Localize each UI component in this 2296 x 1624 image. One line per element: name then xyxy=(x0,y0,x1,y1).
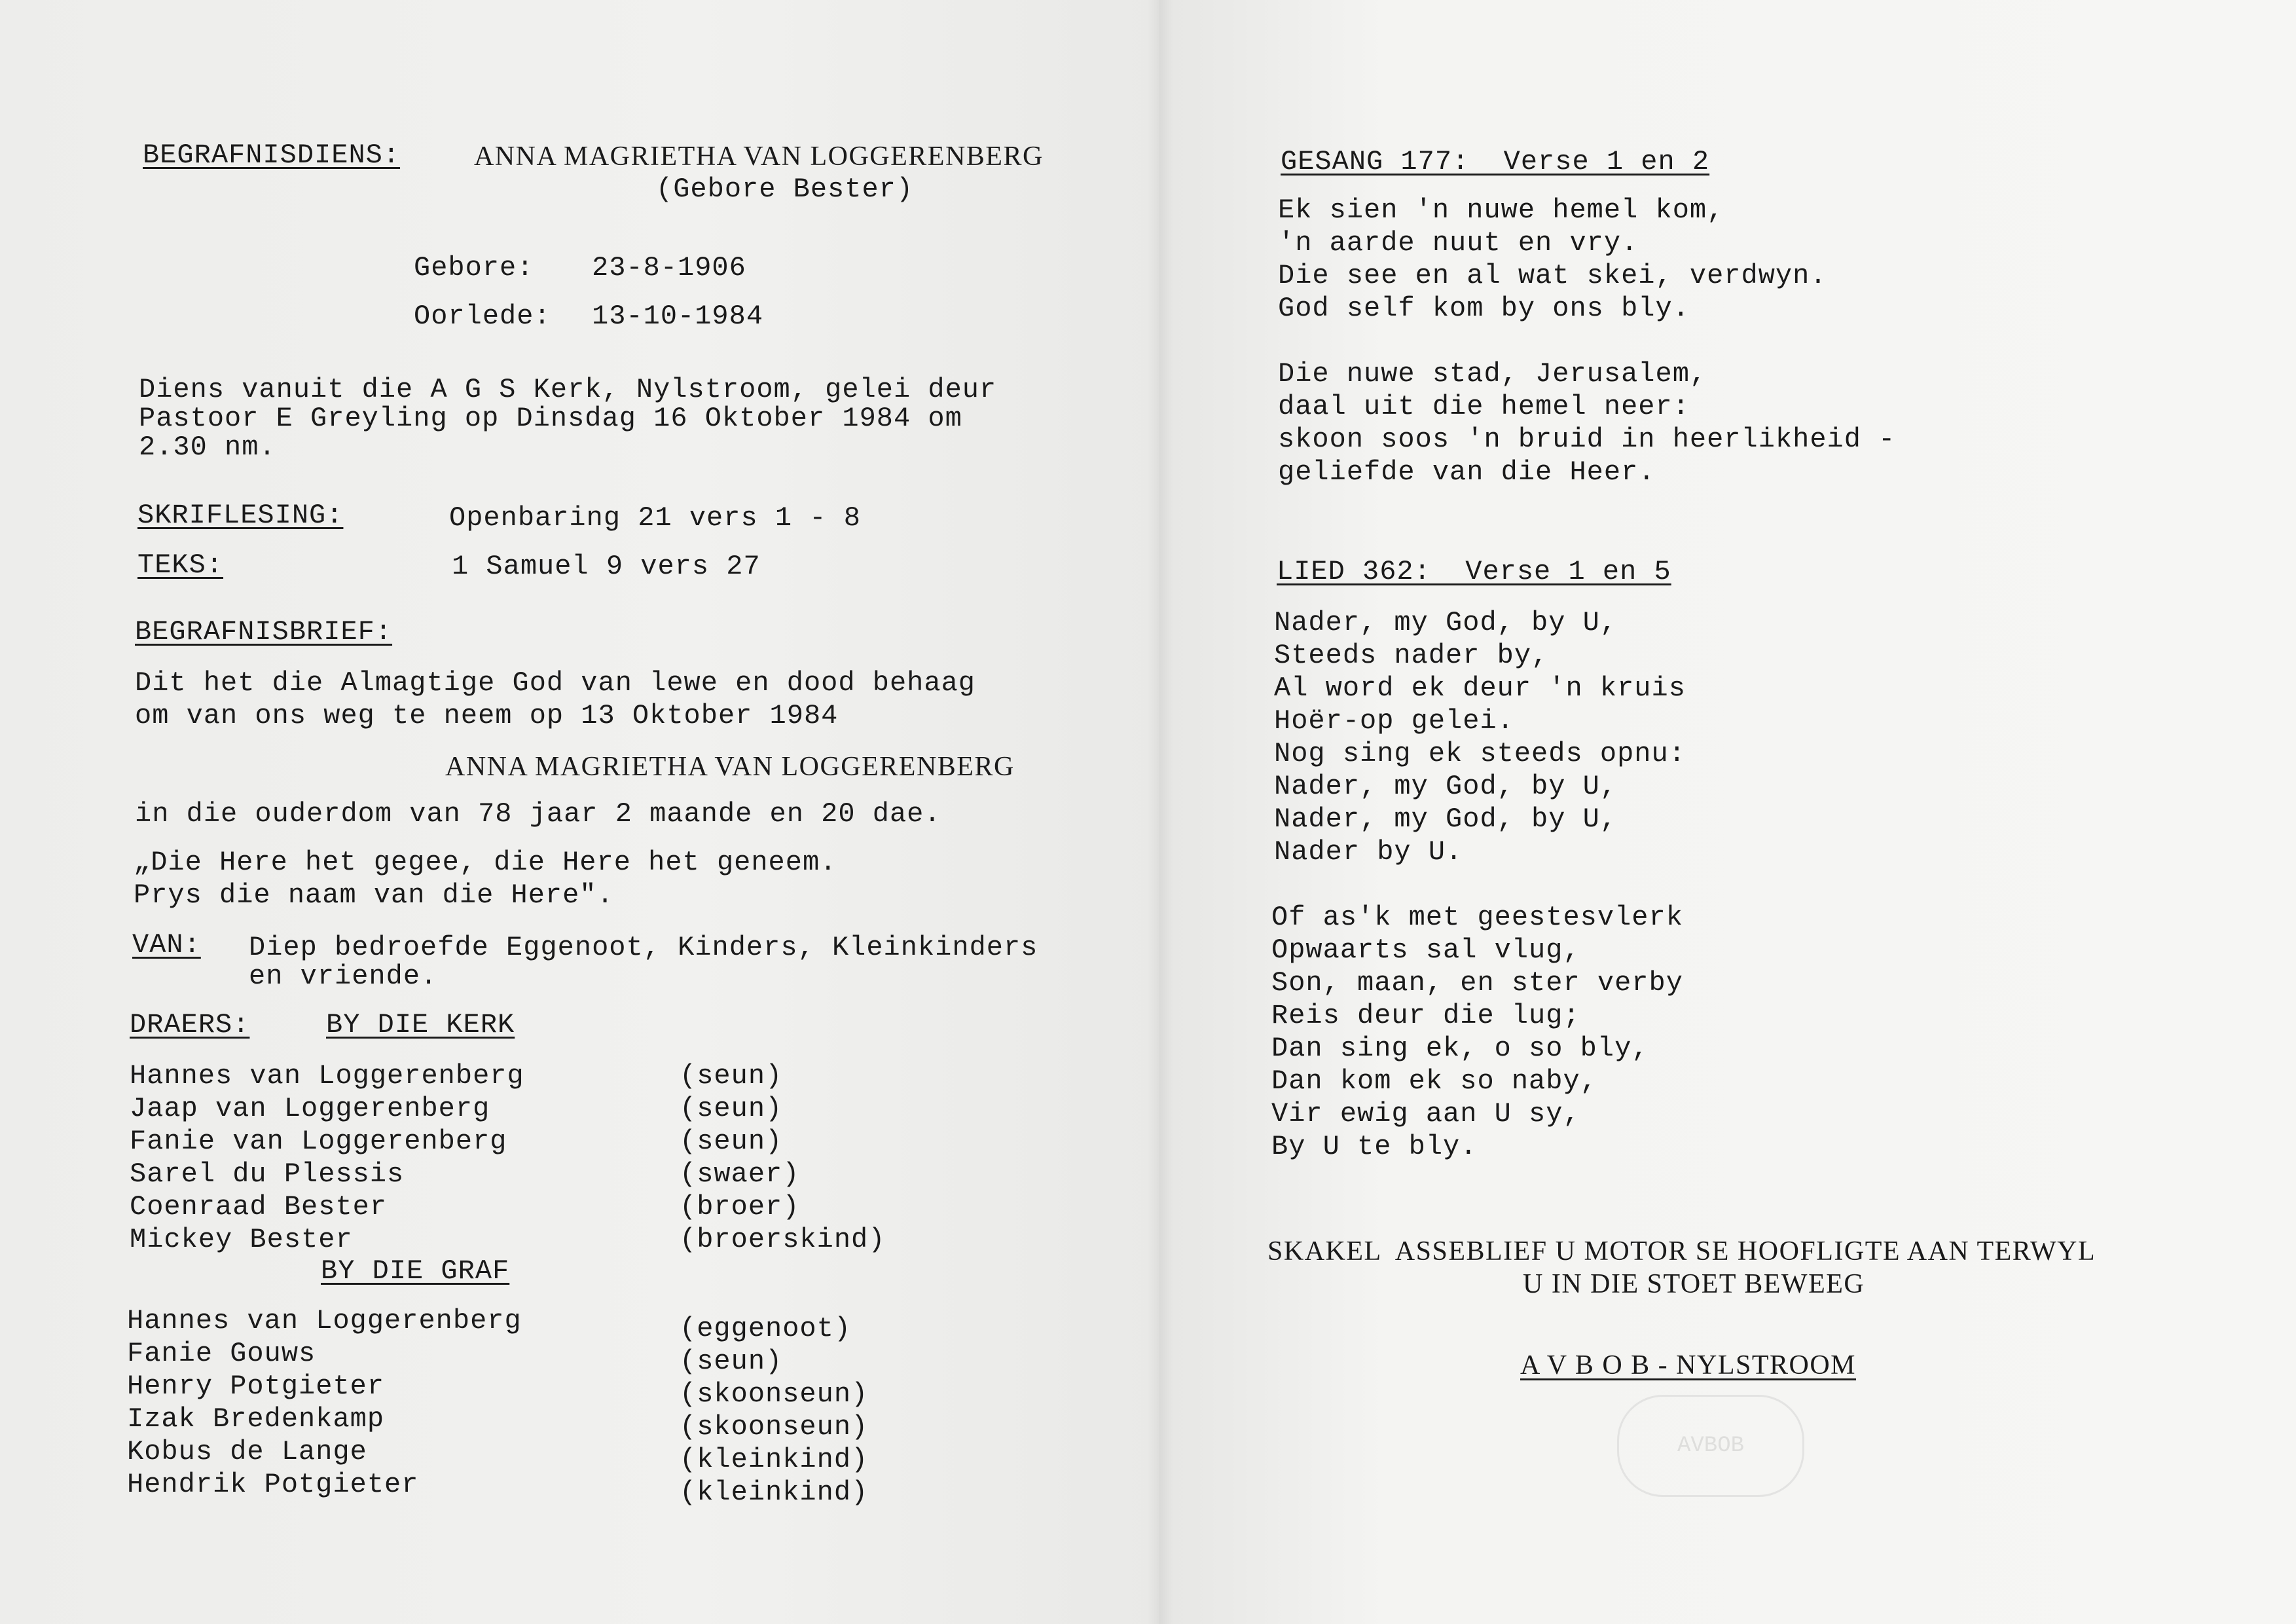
letter-line: Dit het die Almagtige God van lewe en dood behaag xyxy=(135,667,976,699)
reading-label: SKRIFLESING: xyxy=(137,500,344,531)
bearer-name: Hannes van Loggerenberg xyxy=(130,1060,524,1092)
hymn1-heading: GESANG 177: Verse 1 en 2 xyxy=(1281,146,1710,177)
hymn-line: Nader, my God, by U, xyxy=(1274,771,1618,802)
hymn2-heading: LIED 362: Verse 1 en 5 xyxy=(1277,556,1671,587)
bearer-relation: (seun) xyxy=(680,1093,783,1124)
service-label: BEGRAFNISDIENS: xyxy=(143,139,401,171)
hymn-line: Steeds nader by, xyxy=(1274,640,1549,671)
quote-line: „Die Here het gegee, die Here het geneem. xyxy=(134,847,837,878)
from-line: Diep bedroefde Eggenoot, Kinders, Kleinkinders xyxy=(249,932,1038,963)
hymn-line: daal uit die hemel neer: xyxy=(1278,391,1690,422)
undertaker-name: A V B O B - NYLSTROOM xyxy=(1520,1350,1857,1380)
hymn-line: Dan sing ek, o so bly, xyxy=(1271,1033,1649,1064)
page-fold xyxy=(1147,0,1173,1624)
bearers-label: DRAERS: xyxy=(130,1009,250,1041)
notice-line: U IN DIE STOET BEWEEG xyxy=(1523,1269,1865,1299)
church-label: BY DIE KERK xyxy=(326,1009,515,1041)
bearer-relation: (kleinkind) xyxy=(680,1444,869,1475)
hymn-line: Vir ewig aan U sy, xyxy=(1271,1098,1580,1130)
hymn-line: Son, maan, en ster verby xyxy=(1271,967,1683,999)
service-line: 2.30 nm. xyxy=(139,432,276,463)
born-label: Gebore: xyxy=(414,252,534,284)
letter-line: om van ons weg te neem op 13 Oktober 1984 xyxy=(135,700,839,731)
hymn-line: Die see en al wat skei, verdwyn. xyxy=(1278,260,1827,291)
hymn-line: Nader by U. xyxy=(1274,836,1463,868)
hymn-line: Of as'k met geestesvlerk xyxy=(1271,902,1683,933)
bearer-name: Mickey Bester xyxy=(130,1224,353,1255)
bearer-relation: (eggenoot) xyxy=(680,1313,852,1344)
hymn-line: 'n aarde nuut en vry. xyxy=(1278,227,1639,259)
bearer-relation: (kleinkind) xyxy=(680,1477,869,1508)
bearer-relation: (skoonseun) xyxy=(680,1411,869,1443)
from-line: en vriende. xyxy=(249,961,438,992)
service-line: Pastoor E Greyling op Dinsdag 16 Oktober 1984 om xyxy=(139,403,962,434)
deceased-name: ANNA MAGRIETHA VAN LOGGERENBERG xyxy=(474,141,1044,172)
died-label: Oorlede: xyxy=(414,301,551,332)
bearer-relation: (skoonseun) xyxy=(680,1378,869,1410)
grave-label: BY DIE GRAF xyxy=(321,1255,510,1287)
hymn-line: Al word ek deur 'n kruis xyxy=(1274,673,1686,704)
hymn-line: Reis deur die lug; xyxy=(1271,1000,1580,1031)
letter-label: BEGRAFNISBRIEF: xyxy=(135,616,393,648)
bearer-name: Henry Potgieter xyxy=(127,1371,385,1402)
bearer-name: Kobus de Lange xyxy=(127,1436,367,1467)
quote-line: Prys die naam van die Here". xyxy=(134,879,614,911)
bearer-relation: (seun) xyxy=(680,1126,783,1157)
bearer-name: Jaap van Loggerenberg xyxy=(130,1093,490,1124)
hymn-line: Die nuwe stad, Jerusalem, xyxy=(1278,358,1707,390)
died-date: 13-10-1984 xyxy=(592,301,764,332)
hymn-line: Hoër-op gelei. xyxy=(1274,705,1514,737)
age-line: in die ouderdom van 78 jaar 2 maande en 20 dae. xyxy=(135,798,941,830)
bearer-relation: (seun) xyxy=(680,1060,783,1092)
from-label: VAN: xyxy=(132,929,201,961)
hymn-line: Ek sien 'n nuwe hemel kom, xyxy=(1278,194,1724,226)
bearer-name: Coenraad Bester xyxy=(130,1191,388,1223)
notice-line: SKAKEL ASSEBLIEF U MOTOR SE HOOFLIGTE AAN TERWYL xyxy=(1267,1236,2096,1266)
hymn-line: Dan kom ek so naby, xyxy=(1271,1065,1597,1097)
reading-value: Openbaring 21 vers 1 - 8 xyxy=(449,502,861,534)
bearer-relation: (swaer) xyxy=(680,1158,800,1190)
service-line: Diens vanuit die A G S Kerk, Nylstroom, gelei deur xyxy=(139,374,997,405)
hymn-line: God self kom by ons bly. xyxy=(1278,293,1690,324)
bearer-name: Fanie van Loggerenberg xyxy=(130,1126,507,1157)
bearer-name: Fanie Gouws xyxy=(127,1338,316,1369)
hymn-line: Nader, my God, by U, xyxy=(1274,803,1618,835)
bearer-relation: (broerskind) xyxy=(680,1224,886,1255)
bearer-relation: (broer) xyxy=(680,1191,800,1223)
hymn-line: By U te bly. xyxy=(1271,1131,1478,1162)
bearer-name: Sarel du Plessis xyxy=(130,1158,405,1190)
hymn-line: geliefde van die Heer. xyxy=(1278,456,1656,488)
bearer-relation: (seun) xyxy=(680,1346,783,1377)
bearer-name: Izak Bredenkamp xyxy=(127,1403,385,1435)
hymn-line: Opwaarts sal vlug, xyxy=(1271,934,1580,966)
text-value: 1 Samuel 9 vers 27 xyxy=(452,551,761,582)
bearer-name: Hannes van Loggerenberg xyxy=(127,1305,522,1337)
hymn-line: skoon soos 'n bruid in heerlikheid - xyxy=(1278,424,1896,455)
born-date: 23-8-1906 xyxy=(592,252,746,284)
bearer-name: Hendrik Potgieter xyxy=(127,1469,419,1500)
avbob-stamp: AVBOB xyxy=(1617,1395,1804,1497)
letter-name: ANNA MAGRIETHA VAN LOGGERENBERG xyxy=(445,752,1015,782)
maiden-name: (Gebore Bester) xyxy=(656,174,914,205)
hymn-line: Nog sing ek steeds opnu: xyxy=(1274,738,1686,769)
hymn-line: Nader, my God, by U, xyxy=(1274,607,1618,638)
text-label: TEKS: xyxy=(137,549,224,581)
